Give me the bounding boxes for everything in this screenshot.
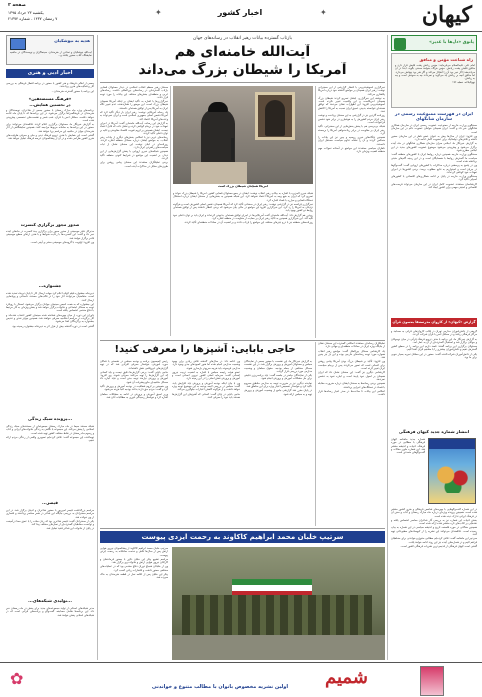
main-photo (173, 86, 313, 184)
left-item-heading-6: قیصر... (42, 500, 58, 505)
right-report-bar: گزارش «کیهان» از کاروان مدرسه‌ها به‌سوی قرآن (391, 318, 477, 327)
left-item-heading-2: در نخستین همایش... (29, 102, 71, 107)
ground (172, 635, 385, 660)
main-text-col-right: خبرگزاری آسوشیتدپرس با انتشار گزارشی از این سخنرانی نوشت: رهبر ایران همچنان بر مواضع گذشته خود درباره آمریکا پافشاری می‌کند. به نوشته این خبرگزاری، ایشان تصریح کردند شیطان بزرگ همچنان آمریکاست و این واقعیت تغییر نکرده است. آسوشیتدپرس افزود: این اظهارات نشان می‌دهد که توافق هسته‌ای نتوانسته بدبینی عمیق ایران نسبت به آمریکا را کاهش دهد. روزنامه گاردین نیز در گزارشی به این سخنان پرداخت و نوشت رهبر ایران مردم کشورش را به هوشیاری در برابر نفوذ دشمن فراخوانده است. شبکه بی‌بی‌سی هم با پخش بخش‌هایی از این سخنرانی، تأکید رهبر ایران بر مقاومت در برابر زیاده‌خواهی آمریکا را برجسته کرد. همچنین پایگاه‌های خبری روسیه و چین نیز این بیانات را منعکس کردند و آن را نشانه تداوم سیاست مستقل ایران دانستند. ناظران سیاسی معتقدند این مواضع در آستانه تحولات مهم منطقه اهمیت ویژه‌ای دارد. (318, 86, 385, 154)
lectern (191, 162, 247, 184)
issue-line: ۷ رمضان ۱۴۳۷ - شماره ۲۱۳۷۴ (8, 16, 58, 21)
ad-magazine-thumb (420, 666, 444, 696)
ad-flower-icon: ✿ (10, 669, 24, 688)
funeral-headline: سرتیپ خلبان محمد ابراهیم کاکاوند به رحمت ایزدی پیوست (100, 531, 385, 543)
portrait-figure (265, 100, 285, 136)
bottom-ad[interactable] (0, 662, 482, 697)
gift-box-icon (10, 38, 26, 50)
soldier-row (182, 595, 372, 635)
magazine-cover (428, 438, 476, 504)
column-divider (315, 86, 316, 338)
page-number: صفحه ۲ (8, 3, 26, 8)
left-column-text-6: مراسم بزرگداشت قیصر امین‌پور با حضور شاعران و ادیبان برگزار شد. در این مراسم سخنرانان به بررسی جایگاه این شاعر در شعر معاصر پرداختند و اشعاری از وی خوانده شد. یکی از سخنرانان گفت: قیصر شاعری بود که زبان ساده را با عمق معنا درآمیخت و توانست مخاطبان گسترده‌ای از نسل‌های مختلف پیدا کند. در پایان از خانواده این شاعر فقید تجلیل شد. (6, 509, 94, 531)
funeral-photo (172, 547, 385, 660)
speaker-figure (201, 108, 235, 168)
quote-box-text: امام علی علیه‌السلام می‌فرمایند: مؤمن زبانش پشت قلبش قرار دارد و منافق قلبش پشت زبانش. مؤمن هرگاه بخواهد سخنی بگوید، ابتدا در آن می‌اندیشد؛ اگر خیر بود آن را آشکار می‌کند و اگر شر بود پنهانش می‌دارد. اما منافق آنچه بر زبانش آید می‌گوید و نمی‌داند چه به سودش است و چه به زیانش. نهج‌البلاغه، خطبه ۱۷۶ (395, 64, 475, 85)
headline-divider (100, 82, 385, 83)
haji-headline: حاجی بابایی: آشپزها را معرفی کنید! (114, 344, 296, 355)
main-text-under-photo: شبکه خبری الجزیره با اشاره به بیانات رهبر انقلاب نوشت: ایشان در جمع مسئولان قضایی کشور، آمریکا را شیطان بزرگ خواند و تصریح کرد که ایران به هیچ وجه به آمریکا اعتماد نخواهد کرد. این شبکه همچنین به بخش‌هایی از سخنان ایشان درباره استقلال دستگاه قضایی و مبارزه با فساد اشاره کرد. خبرگزاری فرانسه نیز در گزارشی نوشت: رهبر ایران در سخنانی تأکید کرد که آمریکا همچنان دشمن اصلی کشورش است و هرگونه نزدیکی به آمریکا را رد کرد. این خبرگزاری افزود این مواضع در حالی بیان می‌شود که برخی انتظار داشتند پس از توافق هسته‌ای روابط دو کشور بهبود یابد. رویترز هم گزارش داد: آیت‌الله خامنه‌ای گفت آمریکایی‌ها در اجرای توافق هسته‌ای بدعهدی کرده‌اند و ایران باید بر توان داخلی خود تکیه کند. این خبرگزاری همچنین به تأکید رهبر ایران بر حمایت از مقاومت در منطقه اشاره کرد. روزنامه‌های منطقه نیز با درج تیترهای مختلف این مواضع را بازتاب دادند و بر اهمیت آن در معادلات منطقه‌ای تأکید کردند. (173, 192, 313, 225)
column-divider (97, 35, 98, 660)
microphone-icon (231, 138, 234, 160)
funeral-text: سرتیپ خلبان محمد ابراهیم کاکاوند از پیشکسوتان نیروی هوایی ارتش پس از سال‌ها تلاش و خدمت صادقانه به رحمت ایزدی پیوست. مراسم تشییع پیکر این خلبان دلاور با حضور فرماندهان و کارکنان نیروی هوایی ارتش و خانواده وی برگزار شد. وی از خلبانان شجاع دوران دفاع مقدس بود که در عملیات‌های مختلفی حضور داشت و افتخارات زیادی کسب کرد. پیکر این خلبان پس از اقامه نماز در قطعه هنرمندان به خاک سپرده شد. (100, 547, 168, 580)
right-story-heading: ایران در فهرست ممنوعیت رسمی در سازمان شانگهای (395, 112, 473, 123)
left-column-text-7: مدیر شبکه‌های استانی از تولید مجموعه‌های جدید برای پخش در ماه رمضان خبر داد. این برنامه‌ها شامل مسابقه، گفت‌وگو و برنامه‌های قرآنی است که در شبکه‌های استانی پخش خواهد شد. (6, 607, 94, 617)
haji-text-col-3: به گزارش خبرنگار ما، این نشست با حضور جمعی از نمایندگان مجلس و مسئولان آموزش و پرورش برگزار شد. در این نشست مسائل مختلفی از جمله بودجه، حقوق معلمان و وضعیت مدارس مورد بررسی قرار گرفت. یکی از نمایندگان حاضر در جلسه گفت: باید برنامه‌ریزی دقیقی برای حل مشکلات آموزش و پرورش انجام شود. نماینده دیگری نیز بر ضرورت توجه به مدارس مناطق محروم تأکید کرد و خواستار تخصیص اعتبار ویژه برای این مناطق شد. در پایان مقرر شد گزارشی جامع از وضعیت آموزش و پرورش تهیه و به مجلس ارائه شود. (244, 360, 312, 396)
magazine-figures (435, 463, 471, 493)
right-story-text: سخنگوی وزارت خارجه از ممنوعیت عضویت رسمی ایران در سازمان همکاری شانگهای خبر داد و گفت: ایران همچنان خواهان عضویت دائم در این سازمان است. وی افزود: ایران از سال‌ها پیش به عنوان عضو ناظر در این سازمان حضور داشته و تلاش‌های دیپلماتیک برای عضویت کامل ادامه دارد. به گزارش خبرنگار ما، اجلاس سران سازمان همکاری شانگهای در ماه آینده برگزار می‌شود و پیش‌بینی می‌شود موضوع عضویت کشورهای جدید در این اجلاس مطرح شود. سخنگوی وزارت خارجه همچنین درباره روابط ایران با کشورهای منطقه گفت: سیاست ما گسترش روابط با همسایگان است و در این زمینه گام‌های مثبتی برداشته شده است. وی در پاسخ به پرسشی درباره مذاکرات با کشورهای اروپایی گفت: گفت‌وگوها در جریان است و امیدواریم به نتایج مطلوب برسد. برخی کشورها در اجرای تعهدات خود کوتاهی کرده‌اند. سخنگوی وزارت خارجه در پایان بر ادامه همکاری‌های اقتصادی با کشورهای آسیایی تأکید کرد. کارشناسان معتقدند عضویت کامل ایران در این سازمان می‌تواند فرصت‌های اقتصادی و امنیتی مهمی برای کشور ایجاد کند. (391, 124, 477, 190)
masthead-logo: کیهان (421, 2, 472, 28)
column-divider (315, 342, 316, 526)
quote-box (391, 53, 477, 108)
section-title: اخبار کشور (217, 8, 263, 17)
main-photo-caption: آمریکا همچنان شیطان بزرگ است (218, 185, 268, 188)
ad-tagline: اولین نشریه مخصوص بانوان با مطالب متنوع و خواندنی (151, 684, 289, 690)
date-line: یکشنبه ۲۳ خرداد ۱۳۹۵ (8, 10, 44, 15)
right-top-heading: پاتوق «دل‌ها با غدیر» (429, 40, 474, 45)
left-item-heading-5: ...پرونده سبک زندگی (27, 416, 73, 421)
left-item-heading-7: ...تولیدی شبکه‌های... (28, 598, 72, 603)
left-top-heading: هدیه به نیوشکیان (54, 38, 90, 43)
right-report-text: گروهی از دانش‌آموزان مدارس تهران در قالب کاروان‌های قرآنی به مساجد و مراکز فرهنگی رفتند و در محافل انس با قرآن شرکت کردند. به گزارش خبرنگار ما، این برنامه با هدف ترویج فرهنگ قرآنی در میان نوجوانان و جوانان برگزار شد و استقبال گسترده‌ای از آن به عمل آمد. مسئولان برگزاری این برنامه گفتند: قصد داریم این برنامه را در سطح کشور گسترش دهیم و دانش‌آموزان بیشتری را با مفاهیم قرآن آشنا کنیم. یکی از دانش‌آموزان شرکت‌کننده گفت: حضور در این محافل تجربه بسیار خوبی برای ما بود. (391, 330, 477, 360)
left-item-heading-4: جشنواره... (38, 283, 62, 288)
main-text-col-left: سخنان رهبر معظم انقلاب اسلامی در دیدار مسئولان قضایی بازتاب گسترده‌ای در رسانه‌های بین‌المللی داشت. رسانه‌های غربی و منطقه‌ای بخش‌های مختلف این بیانات را مورد توجه قرار دادند. خبرگزاری‌ها با اشاره به تأکید ایشان بر اینکه آمریکا همچنان شیطان بزرگ است، این موضع را نشان‌دهنده عدم تغییر نگاه ایران به آمریکا پس از توافق هسته‌ای دانستند. یک رسانه آمریکایی نوشت: رهبر ایران بار دیگر تأکید کرد که آمریکا دشمن اصلی جمهوری اسلامی است و ایران نمی‌تواند به وعده‌های آمریکا اعتماد کند. به گزارش این رسانه، آیت‌الله خامنه‌ای گفت: آمریکا در اجرای تعهدات خود در برجام کوتاهی کرده و نشان داده که قابل اعتماد نیست. ایشان همچنین بر لزوم تقویت اقتصاد مقاومتی و تکیه بر توان داخلی تأکید کردند. رسانه‌های عربی نیز با انعکاس بخش‌های دیگری از بیانات رهبر انقلاب، به مواضع ایشان درباره مسائل منطقه اشاره کردند. روزنامه‌ای در لبنان نوشت این سخنان نشان از ثبات سیاست‌های راهبردی ایران دارد. همچنین شبکه‌های خبری اروپایی با پخش گزارش‌هایی از این دیدار، بر اهمیت این مواضع در شرایط کنونی منطقه تأکید کردند. برخی تحلیلگران معتقدند این سخنان پیامی روشن برای طرف‌های مقابل در مذاکرات آینده است. (100, 86, 168, 168)
left-column-text-3: مدیرکل دفتر موسیقی از صدور مجوز برای برگزاری چند کنسرت در ماه‌های آینده خبر داد و گفت: این کنسرت‌ها با رعایت ضوابط و با هدف ارتقای سطح موسیقی فاخر برگزار خواهد شد. وی افزود: اولویت با گروه‌های موسیقی سنتی و آیینی است. (6, 230, 94, 244)
masthead-star-icon: ✦ (155, 8, 162, 17)
masthead-star-icon: ✦ (320, 8, 327, 17)
left-item-heading-1: «فرهنگ مستضعفین» (28, 96, 72, 101)
right-book-heading: انتشار شماره جدید کیهان فرهنگی (398, 429, 470, 434)
left-column-text-5: شبکه مستند سیما در ماه مبارک رمضان مجموعه‌ای از مستندهای سبک زندگی اسلامی را پخش می‌کند. این مجموعه با نگاهی به زندگی خانواده‌های ایرانی و آداب و رسوم ماه رمضان در نقاط مختلف کشور تهیه شده است. تهیه‌کننده این مجموعه گفت: تلاش کرده‌ایم تصویری واقعی از زندگی مردم ارائه دهیم. (6, 425, 94, 443)
left-top-text: آیت‌الله نیوشکیان و تعدادی از هنرمندان، سینماگران و نویسندگان در حاشیه نمایشگاه کتاب حضور یافتند و... (10, 51, 92, 58)
left-column-text-4: دبیرخانه جشنواره فیلم کوتاه اعلام کرد مهلت ارسال آثار تا پایان تیرماه تمدید شده است. متقاضیان می‌توانند آثار خود را در قالب‌های مستند، داستانی و پویانمایی ارسال کنند. این جشنواره که به همت انجمن سینمای جوانان برگزار می‌شود، امسال با رویکرد توجه به مسائل اجتماعی و خانواده برگزار خواهد شد و بخش ویژه‌ای به آثار مرتبط با دفاع مقدس اختصاص یافته است. داوران این دوره از میان چهره‌های شناخته شده سینمای کشور انتخاب شده‌اند و آثار برگزیده در مراسم اختتامیه معرفی خواهند شد. همچنین جوایز نقدی و تندیس جشنواره به برگزیدگان اهدا می‌شود. گفتنی است در دوره گذشته بیش از هزار اثر به دبیرخانه جشنواره رسیده بود. (6, 292, 94, 328)
main-text-col-right-continued: تحلیلگران رسانه‌ای معتقدند انعکاس گسترده این سخنان نشان از جایگاه ویژه ایران در معادلات منطقه‌ای و جهانی دارد. یک کارشناس مسائل بین‌الملل گفت: مواضع رهبر انقلاب همواره مورد توجه رسانه‌های خارجی بوده و این بار نیز چنین شد. وی افزود: تأکید بر شیطان بزرگ بودن آمریکا پیامی روشن برای کسانی است که تصور می‌کردند پس از برجام سیاست ایران تغییر کرده است. کارشناس دیگری نیز گفت: این سخنان نشان داد که ایران همچنان بر اصول خود پایبند است و اجازه نفوذ به دشمن نمی‌دهد. همچنین برخی رسانه‌ها به سخنان ایشان درباره ضرورت مقابله با فساد در دستگاه‌های اجرایی پرداختند. انعکاس این بیانات تا ساعت‌ها در صدر اخبار رسانه‌ها قرار داشت. (318, 342, 385, 397)
main-kicker: بازتاب گسترده بیانات رهبر انقلاب در رسانه‌های جهان (193, 36, 292, 41)
column-divider (170, 86, 171, 336)
right-top-box (391, 35, 477, 51)
left-section-bar: اخبار ادبی و هنری (6, 69, 94, 78)
right-book-text: شماره جدید ماهنامه کیهان فرهنگی با مطالبی در حوزه فرهنگ، ادبیات و اندیشه منتشر شد. این شماره حاوی مقالات و گفت‌وگوهای متعددی است. (391, 438, 425, 455)
main-headline-line-1: آیت‌الله خامنه‌ای هم (174, 44, 311, 60)
masthead (0, 0, 482, 32)
main-headline-line-2: آمریکا را شیطان بزرگ می‌داند (138, 62, 347, 78)
ad-brand: شمیم (325, 667, 368, 688)
section-divider (100, 528, 385, 529)
ornament-icon (394, 38, 406, 50)
magazine-title-band (429, 439, 476, 449)
haji-text-col-2: وی ادامه داد: در سال‌های گذشته تلاش زیادی برای بهبود وضعیت مدارس انجام شده اما هنوز کمبودهای جدی وجود دارد. مدارس فرسوده باید هرچه سریع‌تر بازسازی شوند. عضو هیئت رئیسه مجلس با اشاره به اهمیت تربیت نیروی انسانی گفت: سرمایه اصلی کشور نیروی انسانی است و آموزش و پرورش نقش اصلی را در این زمینه دارد. وی با بیان اینکه بودجه آموزش و پرورش باید افزایش یابد، گفت: مجلس در بررسی لایحه بودجه به این موضوع توجه ویژه خواهد داشت و از هرگونه کاهش اعتبارات جلوگیری می‌کند. حاجی بابایی در پایان گفت: کسانی که آشپزهای این گزارش‌ها هستند باید خود را معرفی کنند. (172, 360, 240, 399)
section-divider (100, 340, 385, 341)
haji-text-col-1: رئیس کمیسیون برنامه و بودجه مجلس در نشستی با فعالان حوزه آموزش، خواستار معرفی افرادی شد که در تهیه گزارش‌های غیرواقعی نقش داشته‌اند. حاجی بابایی گفت: برخی گزارش‌ها دقیق نیست و باید کسانی که این گزارش‌ها را تهیه می‌کنند معرفی شوند. وی افزود: آموزش و پرورش نیازمند توجه جدی است و نباید اجازه داد مسائل حاشیه‌ای مانع پیشرفت آن شود. وی همچنین بر لزوم شفافیت در بودجه آموزش و پرورش تأکید کرد و گفت: مردم حق دارند بدانند بودجه کجا هزینه می‌شود. وزیر اسبق آموزش و پرورش در ادامه به مشکلات معلمان اشاره کرد و خواستار رسیدگی فوری به مطالبات آنان شد. (100, 360, 168, 399)
left-column-text-1: جمعی از اهالی فرهنگ و هنر کشور با حضور در برنامه افطار فرهنگی به بررسی آثار و فعالیت‌های هنری پرداختند. این برنامه با حضور گسترده هنرمندان... (6, 82, 94, 93)
column-divider (387, 35, 388, 660)
right-bottom-text: در این شماره گفت‌وگوهایی با چهره‌های شاخص فرهنگی و هنری کشور منتشر شده است. همچنین پرونده ویژه‌ای درباره ماه مبارک رمضان و آداب و سنن آن در فرهنگ ایرانی تدارک دیده شده است. بخش ادبیات این شماره نیز به بررسی آثار شاعران معاصر اختصاص یافته و نقدهایی بر کتاب‌های تازه منتشر شده ارائه شده است. همچنین مقالاتی در حوزه فلسفه، تاریخ و اندیشه سیاسی در این شماره به چاپ رسیده است. علاقمندان می‌توانند این نشریه را از کیوسک‌های مطبوعاتی تهیه کنند. سردبیر این ماهنامه گفت: تلاش کرده‌ایم مطالبی متنوع و خواندنی برای مخاطبان فراهم کنیم و در شماره‌های آینده نیز این روند ادامه خواهد یافت. گفتنی است کیهان فرهنگی از قدیمی‌ترین نشریات فرهنگی کشور است. (391, 508, 477, 548)
left-item-heading-3: صدور مجوز برگزاری کنسرت (20, 222, 80, 227)
speaker-turban (208, 102, 228, 112)
quote-box-heading: راه شناخت مؤمن و منافق (419, 57, 473, 62)
left-top-box (6, 35, 94, 65)
left-column-text-2: برنامه‌های ویژه ماه مبارک رمضان با حضور جمعی از شاعران، نویسندگان و هنرمندان در فرهنگسراها برگزار می‌شود. در این برنامه‌ها که تا پایان ماه ادامه خواهد داشت، محافل انس با قرآن، شب شعر و نشست‌های تخصصی پیش‌بینی شده است. به گزارش خبرنگار ما، مسئولان برگزاری اعلام کردند علاقمندان می‌توانند برای حضور در این برنامه‌ها به سامانه مربوط مراجعه کنند. همچنین نمایشگاهی از آثار هنرمندان جوان در حاشیه این مراسم برپا خواهد شد. گفتنی است این همایش با هدف ترویج فرهنگ دینی و ملی و معرفی ظرفیت‌های هنری کشور طراحی شده و در آن از پیشکسوتان عرصه فرهنگ تجلیل خواهد شد. (6, 109, 94, 141)
